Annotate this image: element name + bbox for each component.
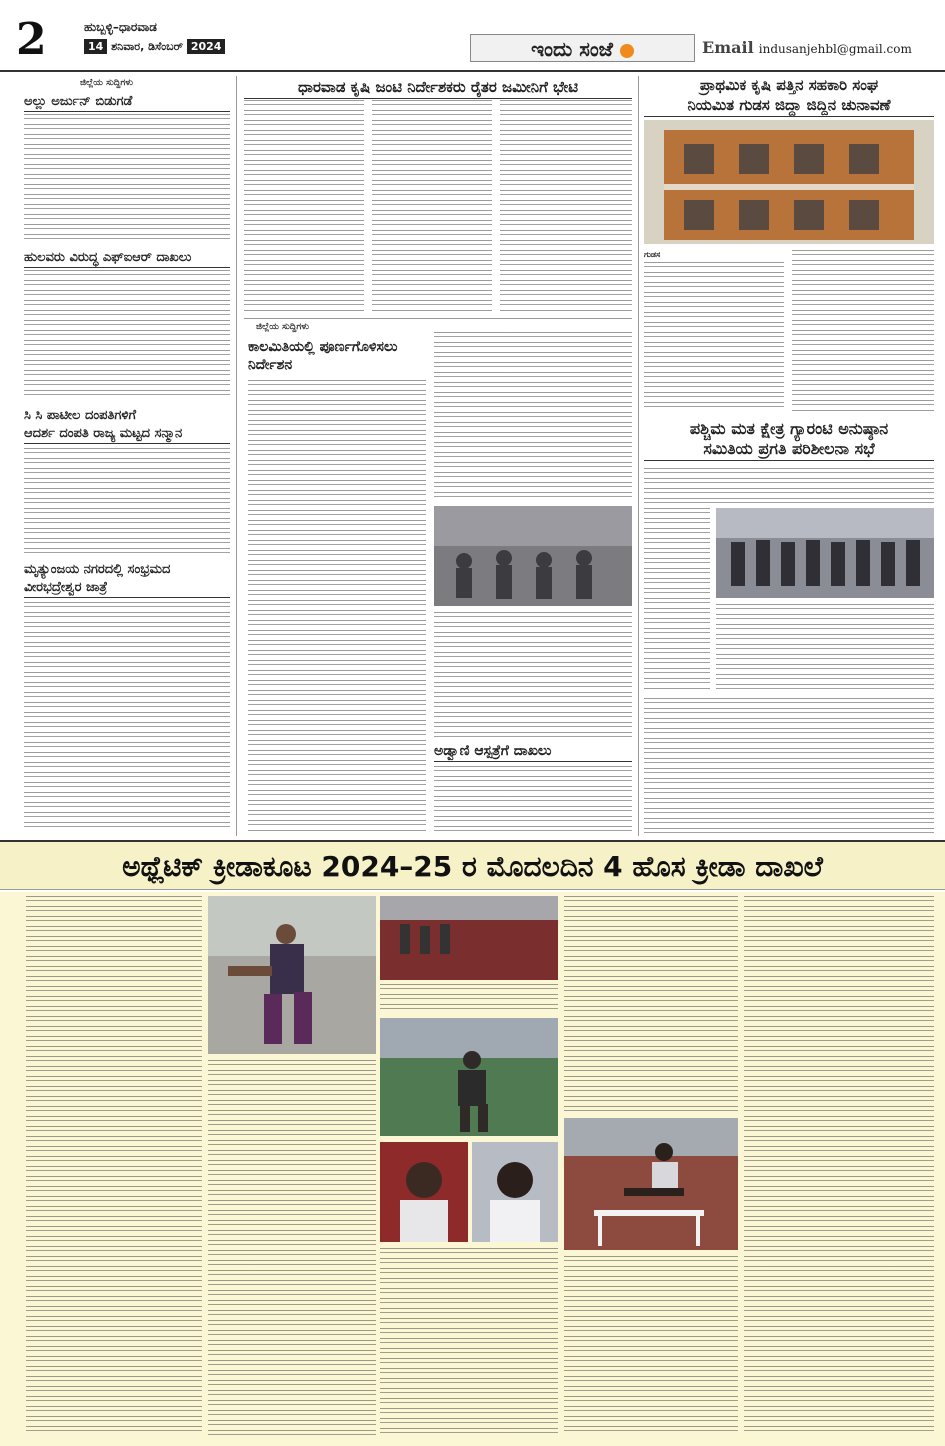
article-body [24, 114, 230, 244]
discus-photo [380, 1018, 558, 1136]
hurdles-photo [564, 1118, 738, 1250]
article-body [208, 1060, 376, 1436]
article-headline: ಮೃತ್ಯುಂಜಯ ನಗರದಲ್ಲಿ ಸಂಭ್ರಮದ [24, 562, 171, 577]
right-headline: ನಿಯಮಿತ ಗುಡಸ ಜಿದ್ದಾ ಜಿದ್ದಿನ ಚುನಾವಣೆ [644, 96, 934, 117]
article-body [644, 262, 784, 412]
article-body [500, 100, 632, 314]
article-body [24, 270, 230, 400]
newspaper-logo [470, 34, 695, 62]
banner-title: ಅಥ್ಲೆಟಿಕ್ ಕ್ರೀಡಾಕೂಟ 2024–25 ರ ಮೊದಲದಿನ 4 ಹೊಸ ಕ್ರೀಡಾ ದಾಖಲೆ [122, 850, 823, 883]
right-headline: ಸಮಿತಿಯ ಪ್ರಗತಿ ಪರಿಶೀಲನಾ ಸಭೆ [644, 440, 934, 461]
column-divider [638, 76, 639, 836]
lead-headline: ಧಾರವಾಡ ಕೃಷಿ ಜಂಟಿ ನಿರ್ದೇಶಕರು ರೈತರ ಜಮೀನಿಗೆ ಭೇಟಿ [244, 78, 632, 99]
article-body [792, 250, 934, 412]
masthead [0, 0, 945, 72]
sports-banner [0, 840, 945, 890]
article-body [564, 896, 738, 1116]
location-line: ಹುಬ್ಬಳ್ಳಿ–ಧಾರವಾಡ [84, 20, 157, 34]
meeting-photo [434, 506, 632, 606]
sub-headline: ಕಾಲಮಿತಿಯಲ್ಲಿ ಪೂರ್ಣಗೊಳಿಸಲು [248, 339, 398, 355]
article-body [24, 448, 230, 556]
article-body [248, 380, 426, 834]
page-number: 2 [16, 14, 47, 65]
sub-headline: ನಿರ್ದೇಶನ [248, 357, 293, 373]
article-body [434, 766, 632, 834]
article-headline: ವೀರಭದ್ರೇಶ್ವರ ಜಾತ್ರೆ [24, 580, 230, 598]
article-headline: ಹುಲವರು ವಿರುದ್ಧ ಎಫ್‌ಐಆರ್ ದಾಖಲು [24, 250, 230, 268]
athlete-portrait-female [472, 1142, 558, 1242]
article-body [24, 602, 230, 832]
track-photo [380, 896, 558, 980]
article-body [744, 896, 934, 1436]
article-body [380, 984, 558, 1014]
article-body [644, 468, 934, 504]
building-photo [644, 120, 934, 244]
sub-section-label: ಜಿಲ್ಲೆಯ ಸುದ್ದಿಗಳು [256, 322, 309, 332]
sun-icon [620, 44, 634, 58]
email-address: indusanjehbl@gmail.com [758, 42, 912, 56]
meeting-group-photo [716, 508, 934, 598]
right-headline: ಪಶ್ಚಿಮ ಮತ ಕ್ಷೇತ್ರ ಗ್ಯಾರಂಟಿ ಅನುಷ್ಠಾನ [689, 419, 889, 438]
issue-number: 14 [84, 39, 107, 54]
article-body [434, 612, 632, 740]
year-badge: 2024 [187, 39, 226, 54]
article-headline: ಆದರ್ಶ ದಂಪತಿ ರಾಜ್ಯ ಮಟ್ಟದ ಸನ್ಮಾನ [24, 426, 230, 444]
photo-caption-label: ಗುಡಸ [644, 250, 661, 259]
article-body [372, 100, 492, 314]
shot-put-photo [208, 896, 376, 1054]
date-line [84, 40, 225, 54]
bottom-headline: ಅಡ್ವಾಣಿ ಆಸ್ಪತ್ರೆಗೆ ದಾಖಲು [434, 744, 632, 762]
date-text: ಶನಿವಾರ, ಡಿಸೆಂಬರ್ [111, 40, 183, 53]
article-headline: ಅಲ್ಲು ಅರ್ಜುನ್ ಬಿಡುಗಡೆ [24, 94, 230, 112]
email-label: Email [702, 38, 754, 57]
article-body [644, 698, 934, 834]
article-body [26, 896, 202, 1436]
column-divider [236, 76, 237, 836]
article-headline: ಸಿ ಸಿ ಪಾಟೀಲ ದಂಪತಿಗಳಿಗೆ [24, 408, 137, 423]
article-body [716, 604, 934, 692]
email-block [702, 38, 912, 57]
section-divider [244, 318, 632, 319]
article-body [564, 1256, 738, 1436]
left-section-label: ಜಿಲ್ಲೆಯ ಸುದ್ದಿಗಳು [80, 78, 133, 88]
article-body [434, 332, 632, 500]
athlete-portrait-male [380, 1142, 468, 1242]
right-headline: ಪ್ರಾಥಮಿಕ ಕೃಷಿ ಪತ್ತಿನ ಸಹಕಾರಿ ಸಂಘ [699, 76, 879, 94]
article-body [380, 1248, 558, 1436]
article-body [244, 100, 364, 314]
article-body [644, 508, 710, 692]
logo-text: ಇಂದು ಸಂಜೆ [531, 37, 613, 61]
